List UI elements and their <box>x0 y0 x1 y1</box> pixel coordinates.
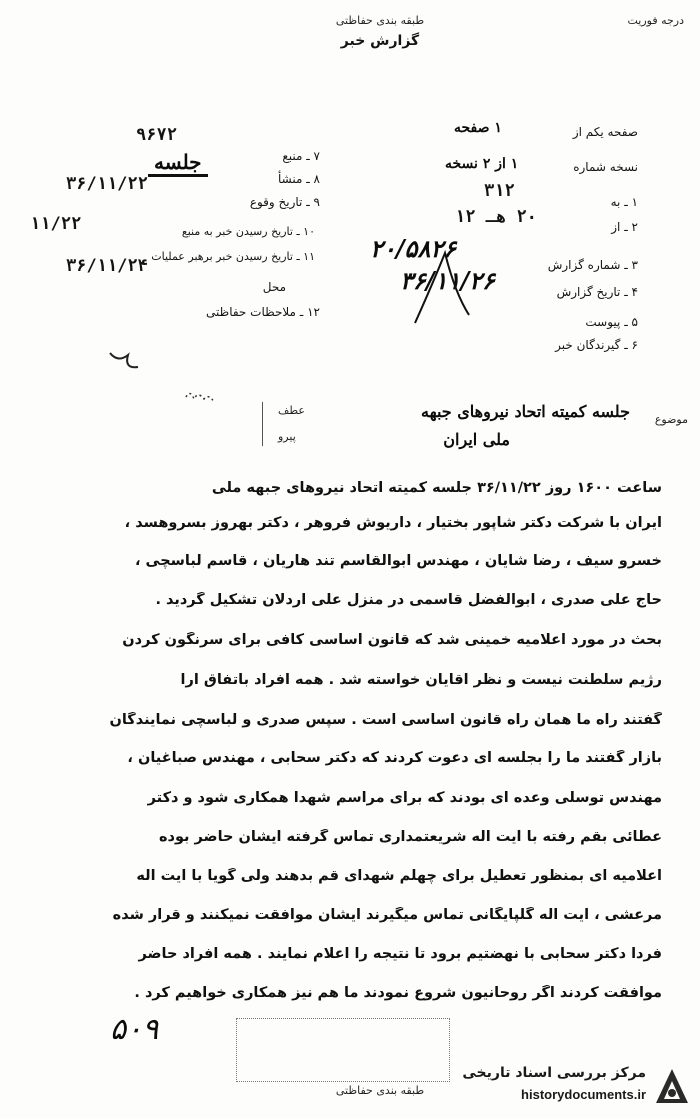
field-attachment-label: ۵ ـ پیوست <box>585 315 638 329</box>
body-line: رژیم سلطنت نیست و نظر آقایان خواسته شد . همه افراد باتفاق آرا <box>180 672 662 688</box>
field-from-label: ۲ ـ از <box>611 220 638 234</box>
body-line: بحث در مورد اعلامیه خمینی شد که قانون اساسی کافی برای سرنگون کردن <box>122 632 662 648</box>
report-title: گزارش خبر <box>340 33 420 49</box>
field-report-number-label: ۳ ـ شماره گزارش <box>547 258 638 272</box>
subject-followup-label: پیرو <box>278 430 296 443</box>
field-place-label: محل <box>262 280 286 294</box>
field-to-label: ۱ ـ به <box>610 195 638 209</box>
field-occurrence-date-label: ۹ ـ تاریخ وقوع <box>249 195 320 209</box>
subject-line-1: جلسه کمیته اتحاد نیروهای جبهه <box>421 402 630 421</box>
signature-scribble <box>405 235 495 335</box>
field-copy-value: ۱ از ۲ نسخه <box>445 156 519 172</box>
watermark-org-name: مرکز بررسی اسناد تاریخی <box>462 1065 646 1081</box>
body-line: مهندس توسلی وعده ای بودند که برای مراسم شهدا همکاری شود و دکتر <box>147 790 662 806</box>
field-ops-receipt-value: ۳۶/۱۱/۲۴ <box>66 256 148 276</box>
field-source-receipt-label: ۱۰ ـ تاریخ رسیدن خبر به منبع <box>181 225 315 238</box>
body-line: ایران با شرکت دکتر شاپور بختیار ، داریوش فروهر ، دکتر بهروز بسروهسد ، <box>124 515 662 531</box>
field-origin-value: جلسه <box>148 150 208 177</box>
field-report-date-value: ۳۶/۱۱/۲۶ <box>400 266 495 295</box>
stamp-box <box>236 1018 450 1082</box>
field-occurrence-date-value: ۳۶/۱۱/۲۲ <box>66 174 148 194</box>
footer-classification-label: طبقه بندی حفاظتی <box>335 1084 425 1097</box>
field-to-value: ۳۱۲ <box>484 181 515 201</box>
field-page-label: صفحه یکم از <box>572 125 638 139</box>
watermark-site: historydocuments.ir <box>521 1087 646 1102</box>
watermark <box>452 1063 692 1111</box>
subject-ref-label: عطف <box>278 404 305 417</box>
field-copy-label: نسخه شماره <box>573 160 638 174</box>
field-source-value: ۹۶۷۲ <box>136 125 177 145</box>
field-from-value: ۲۰ هـ ۱۲ <box>455 207 537 227</box>
body-line: گفتند راه ما همان راه قانون اساسی است . سپس صدری و لباسچی نمایندگان <box>109 712 662 728</box>
field-ops-receipt-label: ۱۱ ـ تاریخ رسیدن خبر برهبر عملیات <box>151 250 315 263</box>
archive-logo-icon <box>652 1065 692 1109</box>
classification-label: طبقه بندی حفاظتی <box>335 14 425 27</box>
body-line: بازار گفتند ما را بجلسه ای دعوت کردند که دکتر سحابی ، مهندس صباغیان ، <box>127 750 662 766</box>
subject-line-2: ملی ایران <box>443 430 510 449</box>
field-source-receipt-value: ۱۱/۲۲ <box>30 214 82 234</box>
subject-divider <box>262 402 263 446</box>
page-number: ۵۰۹ <box>110 1012 159 1047</box>
subject-label: موضوع <box>654 413 688 426</box>
field-report-number-value: ۲۰/۵۸۲۶ <box>370 234 457 263</box>
body-line: موافقت کردند اگر روحانیون شروع نمودند ما هم نیز همکاری خواهیم کرد . <box>134 985 662 1001</box>
body-line: ساعت ۱۶۰۰ روز ۳۶/۱۱/۲۲ جلسه کمیته اتحاد نیروهای جبهه ملی <box>211 480 662 496</box>
body-line: حاج علی صدری ، ابوالفضل قاسمی در منزل علی اردلان تشکیل گردید . <box>155 592 662 608</box>
field-report-date-label: ۴ ـ تاریخ گزارش <box>556 285 638 299</box>
body-line: اعلامیه ای بمنظور تعطیل برای چهلم شهدای قم بدهند ولی گویا با آیت اله <box>136 868 662 884</box>
urgency-label: درجه فوریت <box>627 14 684 27</box>
field-origin-label: ۸ ـ منشأ <box>277 172 320 186</box>
field-recipients-label: ۶ ـ گیرندگان خبر <box>555 338 638 352</box>
body-line: فردا دکتر سحابی با نهضتیم برود تا نتیجه را اعلام نمایند . همه افراد حاضر <box>138 946 662 962</box>
field-page-value: ۱ صفحه <box>454 120 502 136</box>
field-protection-notes-label: ۱۲ ـ ملاحظات حفاظتی <box>206 305 320 319</box>
handwritten-marks <box>90 335 250 425</box>
field-source-label: ۷ ـ منبع <box>282 149 320 163</box>
body-line: عطائی بقم رفته با آیت اله شریعتمداری تماس گرفته ایشان حاضر بوده <box>158 829 662 845</box>
body-line: خسرو سیف ، رضا شایان ، مهندس ابوالقاسم تند هاریان ، قاسم لباسچی ، <box>134 553 662 569</box>
body-line: مرعشی ، آیت اله گلپایگانی تماس میگیرند ایشان موافقت نمیکنند و قرار شده <box>112 907 662 923</box>
